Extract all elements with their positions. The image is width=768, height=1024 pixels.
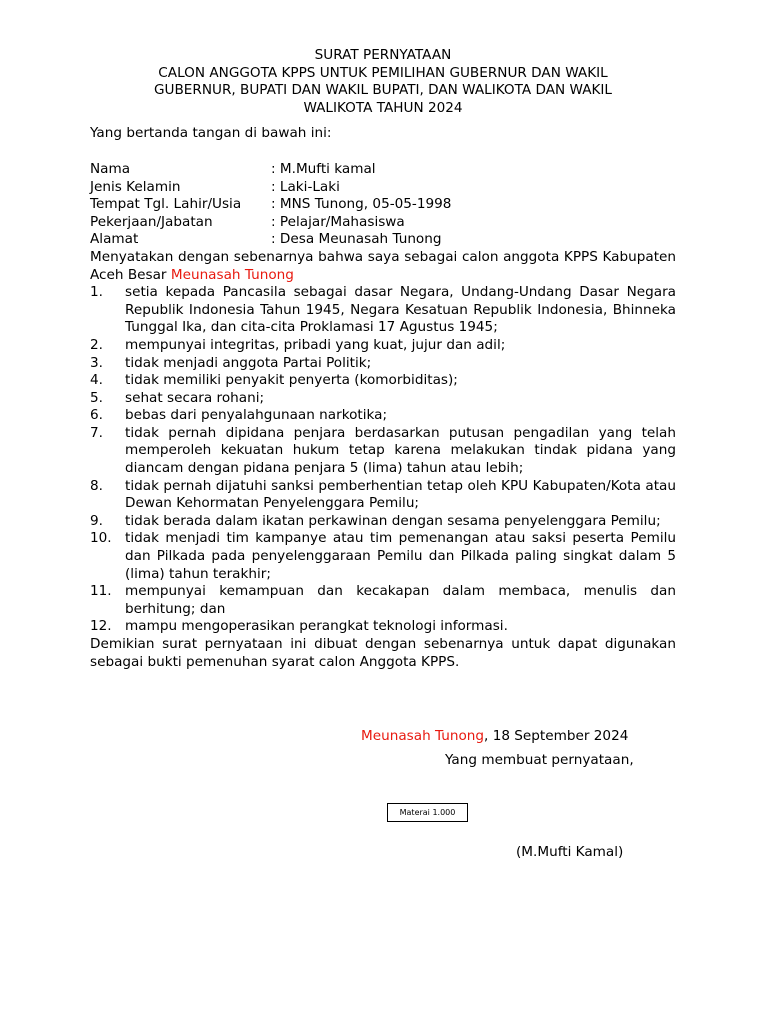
list-item [90, 513, 676, 531]
item-number: 6. [90, 407, 103, 424]
field-value: : MNS Tunong, 05-05-1998 [271, 196, 452, 213]
title-line-1: SURAT PERNYATAAN [314, 47, 452, 63]
title-line-3: GUBERNUR, BUPATI DAN WAKIL BUPATI, DAN WALIKOTA DAN WAKIL [153, 82, 612, 99]
intro-text: Yang bertanda tangan di bawah ini: [90, 125, 332, 142]
item-text: tidak pernah dipidana penjara berdasarkan putusan pengadilan yang telah memperoleh kekuatan hukum tetap karena melakukan tindak pidana yang diancam dengan pidana penjara 5 (lima) tahun atau lebih; [125, 424, 676, 477]
item-text: tidak berada dalam ikatan perkawinan dengan sesama penyelenggara Pemilu; [125, 512, 661, 529]
item-text: tidak menjadi anggota Partai Politik; [125, 354, 372, 371]
item-text: tidak pernah dijatuhi sanksi pemberhentian tetap oleh KPU Kabupaten/Kota atau Dewan Kehormatan Penyelenggara Pemilu; [125, 477, 676, 512]
item-number: 4. [90, 372, 103, 389]
title-line-2: CALON ANGGOTA KPPS UNTUK PEMILIHAN GUBERNUR DAN WAKIL [158, 64, 608, 81]
closing-paragraph: Demikian surat pernyataan ini dibuat dengan sebenarnya untuk dapat digunakan sebagai bukti pemenuhan syarat calon Anggota KPPS. [90, 636, 676, 670]
statement-paragraph [90, 249, 676, 284]
list-item [90, 355, 676, 373]
list-item [90, 284, 676, 337]
field-pekerjaan [90, 214, 676, 232]
item-number: 12. [90, 618, 112, 635]
statement-text: Menyatakan dengan sebenarnya bahwa saya sebagai calon anggota KPPS Kabupaten Aceh Besar [90, 248, 676, 283]
field-alamat [90, 231, 676, 249]
list-item [90, 530, 676, 583]
item-text: mempunyai integritas, pribadi yang kuat, jujur dan adil; [125, 336, 506, 353]
item-text: mempunyai kemampuan dan kecakapan dalam membaca, menulis dan berhitung; dan [125, 583, 676, 617]
item-number: 8. [90, 477, 103, 494]
title-line-4: WALIKOTA TAHUN 2024 [303, 99, 463, 116]
field-label: Tempat Tgl. Lahir/Usia [90, 196, 242, 213]
list-item [90, 372, 676, 390]
item-text: setia kepada Pancasila sebagai dasar Negara, Undang-Undang Dasar Negara Republik Indonesia Tahun 1945, Negara Kesatuan Republik Indonesia, Bhinneka Tunggal Ika, dan cita-cita Proklamasi 17 Agustus 1945; [125, 284, 676, 336]
field-label: Alamat [90, 231, 139, 248]
item-text: tidak menjadi tim kampanye atau tim pemenangan atau saksi peserta Pemilu dan Pilkada pada penyelenggaraan Pemilu dan Pilkada paling singkat dalam 5 (lima) tahun terakhir; [125, 530, 676, 582]
field-jenis-kelamin [90, 179, 676, 197]
field-label: Jenis Kelamin [90, 178, 181, 195]
field-value: : Pelajar/Mahasiswa [271, 213, 405, 230]
signature-date [361, 728, 628, 744]
signature-role: Yang membuat pernyataan, [445, 752, 634, 768]
list-item [90, 407, 676, 425]
signature-place: Meunasah Tunong [361, 728, 485, 744]
item-number: 10. [90, 530, 112, 547]
identity-fields [90, 161, 676, 249]
item-number: 2. [90, 336, 103, 353]
field-label: Nama [90, 160, 131, 177]
item-number: 9. [90, 512, 103, 529]
materai-stamp-box: Materai 1.000 [387, 803, 468, 822]
field-value: : M.Mufti kamal [271, 160, 376, 177]
field-tempat-tgl-lahir [90, 196, 676, 214]
item-text: sehat secara rohani; [125, 389, 265, 406]
statement-place: Meunasah Tunong [170, 266, 294, 283]
signer-name: (M.Mufti Kamal) [516, 844, 624, 860]
item-number: 3. [90, 354, 103, 371]
item-text: bebas dari penyalahgunaan narkotika; [125, 407, 388, 424]
item-number: 7. [90, 424, 103, 441]
list-item [90, 618, 676, 636]
list-item [90, 478, 676, 513]
item-text: mampu mengoperasikan perangkat teknologi informasi. [125, 618, 508, 635]
item-text: tidak memiliki penyakit penyerta (komorbiditas); [125, 372, 458, 389]
requirements-list [90, 284, 676, 636]
list-item [90, 583, 676, 618]
list-item [90, 425, 676, 478]
item-number: 11. [90, 583, 112, 600]
document-title [90, 47, 676, 117]
list-item [90, 337, 676, 355]
list-item [90, 390, 676, 408]
item-number: 5. [90, 389, 103, 406]
item-number: 1. [90, 284, 103, 301]
field-value: : Laki-Laki [271, 178, 340, 195]
field-nama [90, 161, 676, 179]
field-value: : Desa Meunasah Tunong [271, 231, 442, 248]
field-label: Pekerjaan/Jabatan [90, 213, 213, 230]
document-page [90, 47, 676, 671]
signature-date-text: , 18 September 2024 [484, 728, 629, 744]
